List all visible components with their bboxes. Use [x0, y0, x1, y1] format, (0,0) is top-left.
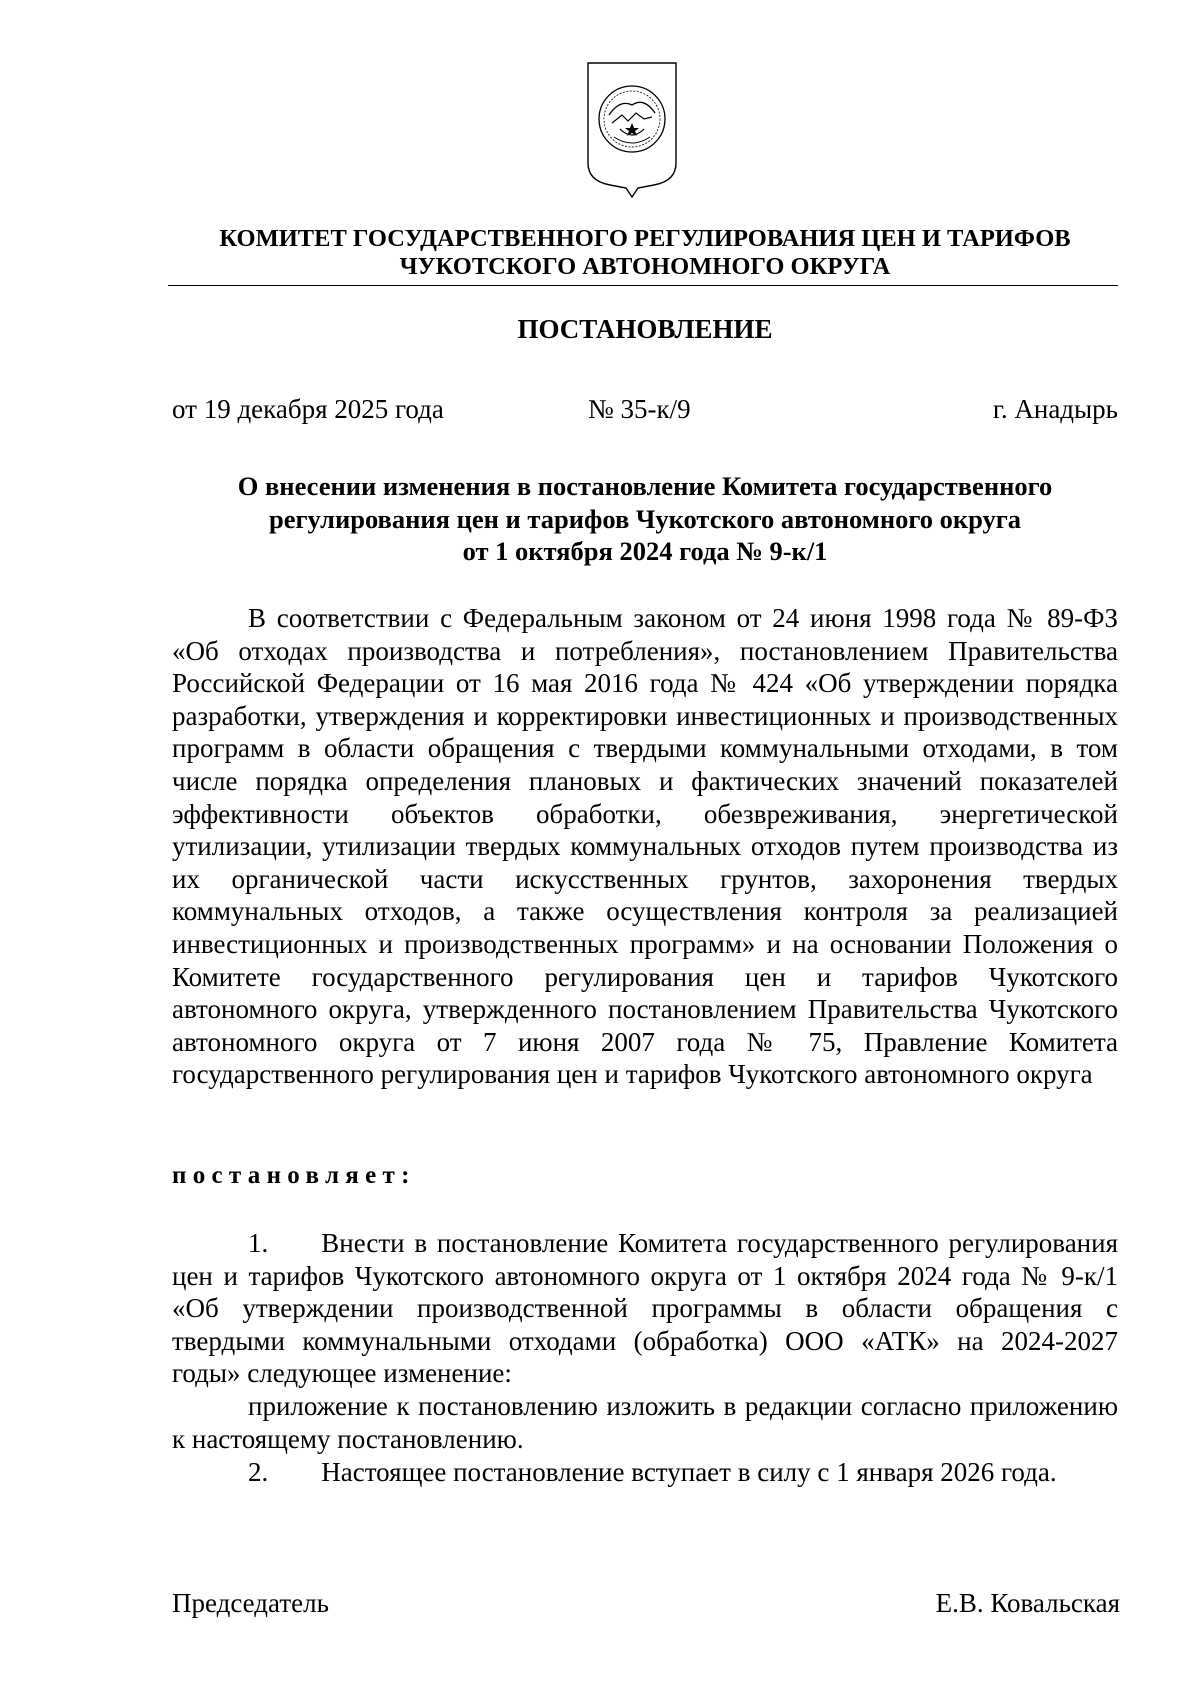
clause-2 [172, 1456, 1118, 1489]
subject-line3: от 1 октября 2024 года № 9-к/1 [462, 536, 828, 566]
subject-line2: регулирования цен и тарифов Чукотского автономного округа [268, 503, 1022, 534]
signatory-role: Председатель [172, 1588, 329, 1618]
document-number: № 35-к/9 [588, 394, 691, 424]
document-place: г. Анадырь [992, 394, 1118, 424]
preamble-paragraph: В соответствии с Федеральным законом от 24 июня 1998 года № 89-ФЗ «Об отходах производства и потребления», постановлением Правительства Российской Федерации от 16 мая 2016 года № 424 «Об утверждении порядка разработки, утверждения и корректировки инвестиционных и производственных программ в области обращения с твердыми коммунальными отходами, в том числе порядка определения плановых и фактических значений показателей эффективности объектов обработки, обезвреживания, энергетической утилизации, утилизации твердых коммунальных отходов путем производства из их органической части искусственных грунтов, захоронения твердых коммунальных отходов, а также осуществления контроля за реализацией инвестиционных и производственных программ» и на основании Положения о Комитете государственного регулирования цен и тарифов Чукотского автономного округа, утвержденного постановлением Правительства Чукотского автономного округа от 7 июня 2007 года № 75, Правление Комитета государственного регулирования цен и тарифов Чукотского автономного округа [172, 603, 1118, 1090]
document-subject [170, 470, 1120, 568]
clause-1 [172, 1227, 1118, 1390]
document-date: от 19 декабря 2025 года [172, 394, 444, 424]
signatory-name: Е.В. Ковальская [935, 1588, 1120, 1618]
clause-2-number: 2. [248, 1457, 269, 1487]
subject-line1: О внесении изменения в постановление Комитета государственного [237, 471, 1053, 501]
header-divider [168, 285, 1118, 286]
coat-of-arms-icon [582, 57, 682, 205]
clause-1-text: Внести в постановление Комитета государственного регулирования цен и тарифов Чукотского автономного округа от 1 октября 2024 года № 9-к/1 «Об утверждении производственной программы в области обращения с твердыми коммунальными отходами (обработка) ООО «АТК» на 2024-2027 годы» следующее изменение: [172, 1228, 1118, 1389]
clause-1-subparagraph: приложение к постановлению изложить в редакции согласно приложению к настоящему постановлению. [172, 1391, 1118, 1454]
document-type: ПОСТАНОВЛЕНИЕ [517, 314, 773, 344]
clause-2-text: Настоящее постановление вступает в силу с 1 января 2026 года. [321, 1457, 1057, 1487]
clause-1-number: 1. [248, 1228, 269, 1258]
decree-word: постановляет: [172, 1162, 416, 1189]
org-name-line1: КОМИТЕТ ГОСУДАРСТВЕННОГО РЕГУЛИРОВАНИЯ ЦЕН И ТАРИФОВ [219, 225, 1071, 252]
org-name-line2: ЧУКОТСКОГО АВТОНОМНОГО ОКРУГА [399, 253, 891, 280]
